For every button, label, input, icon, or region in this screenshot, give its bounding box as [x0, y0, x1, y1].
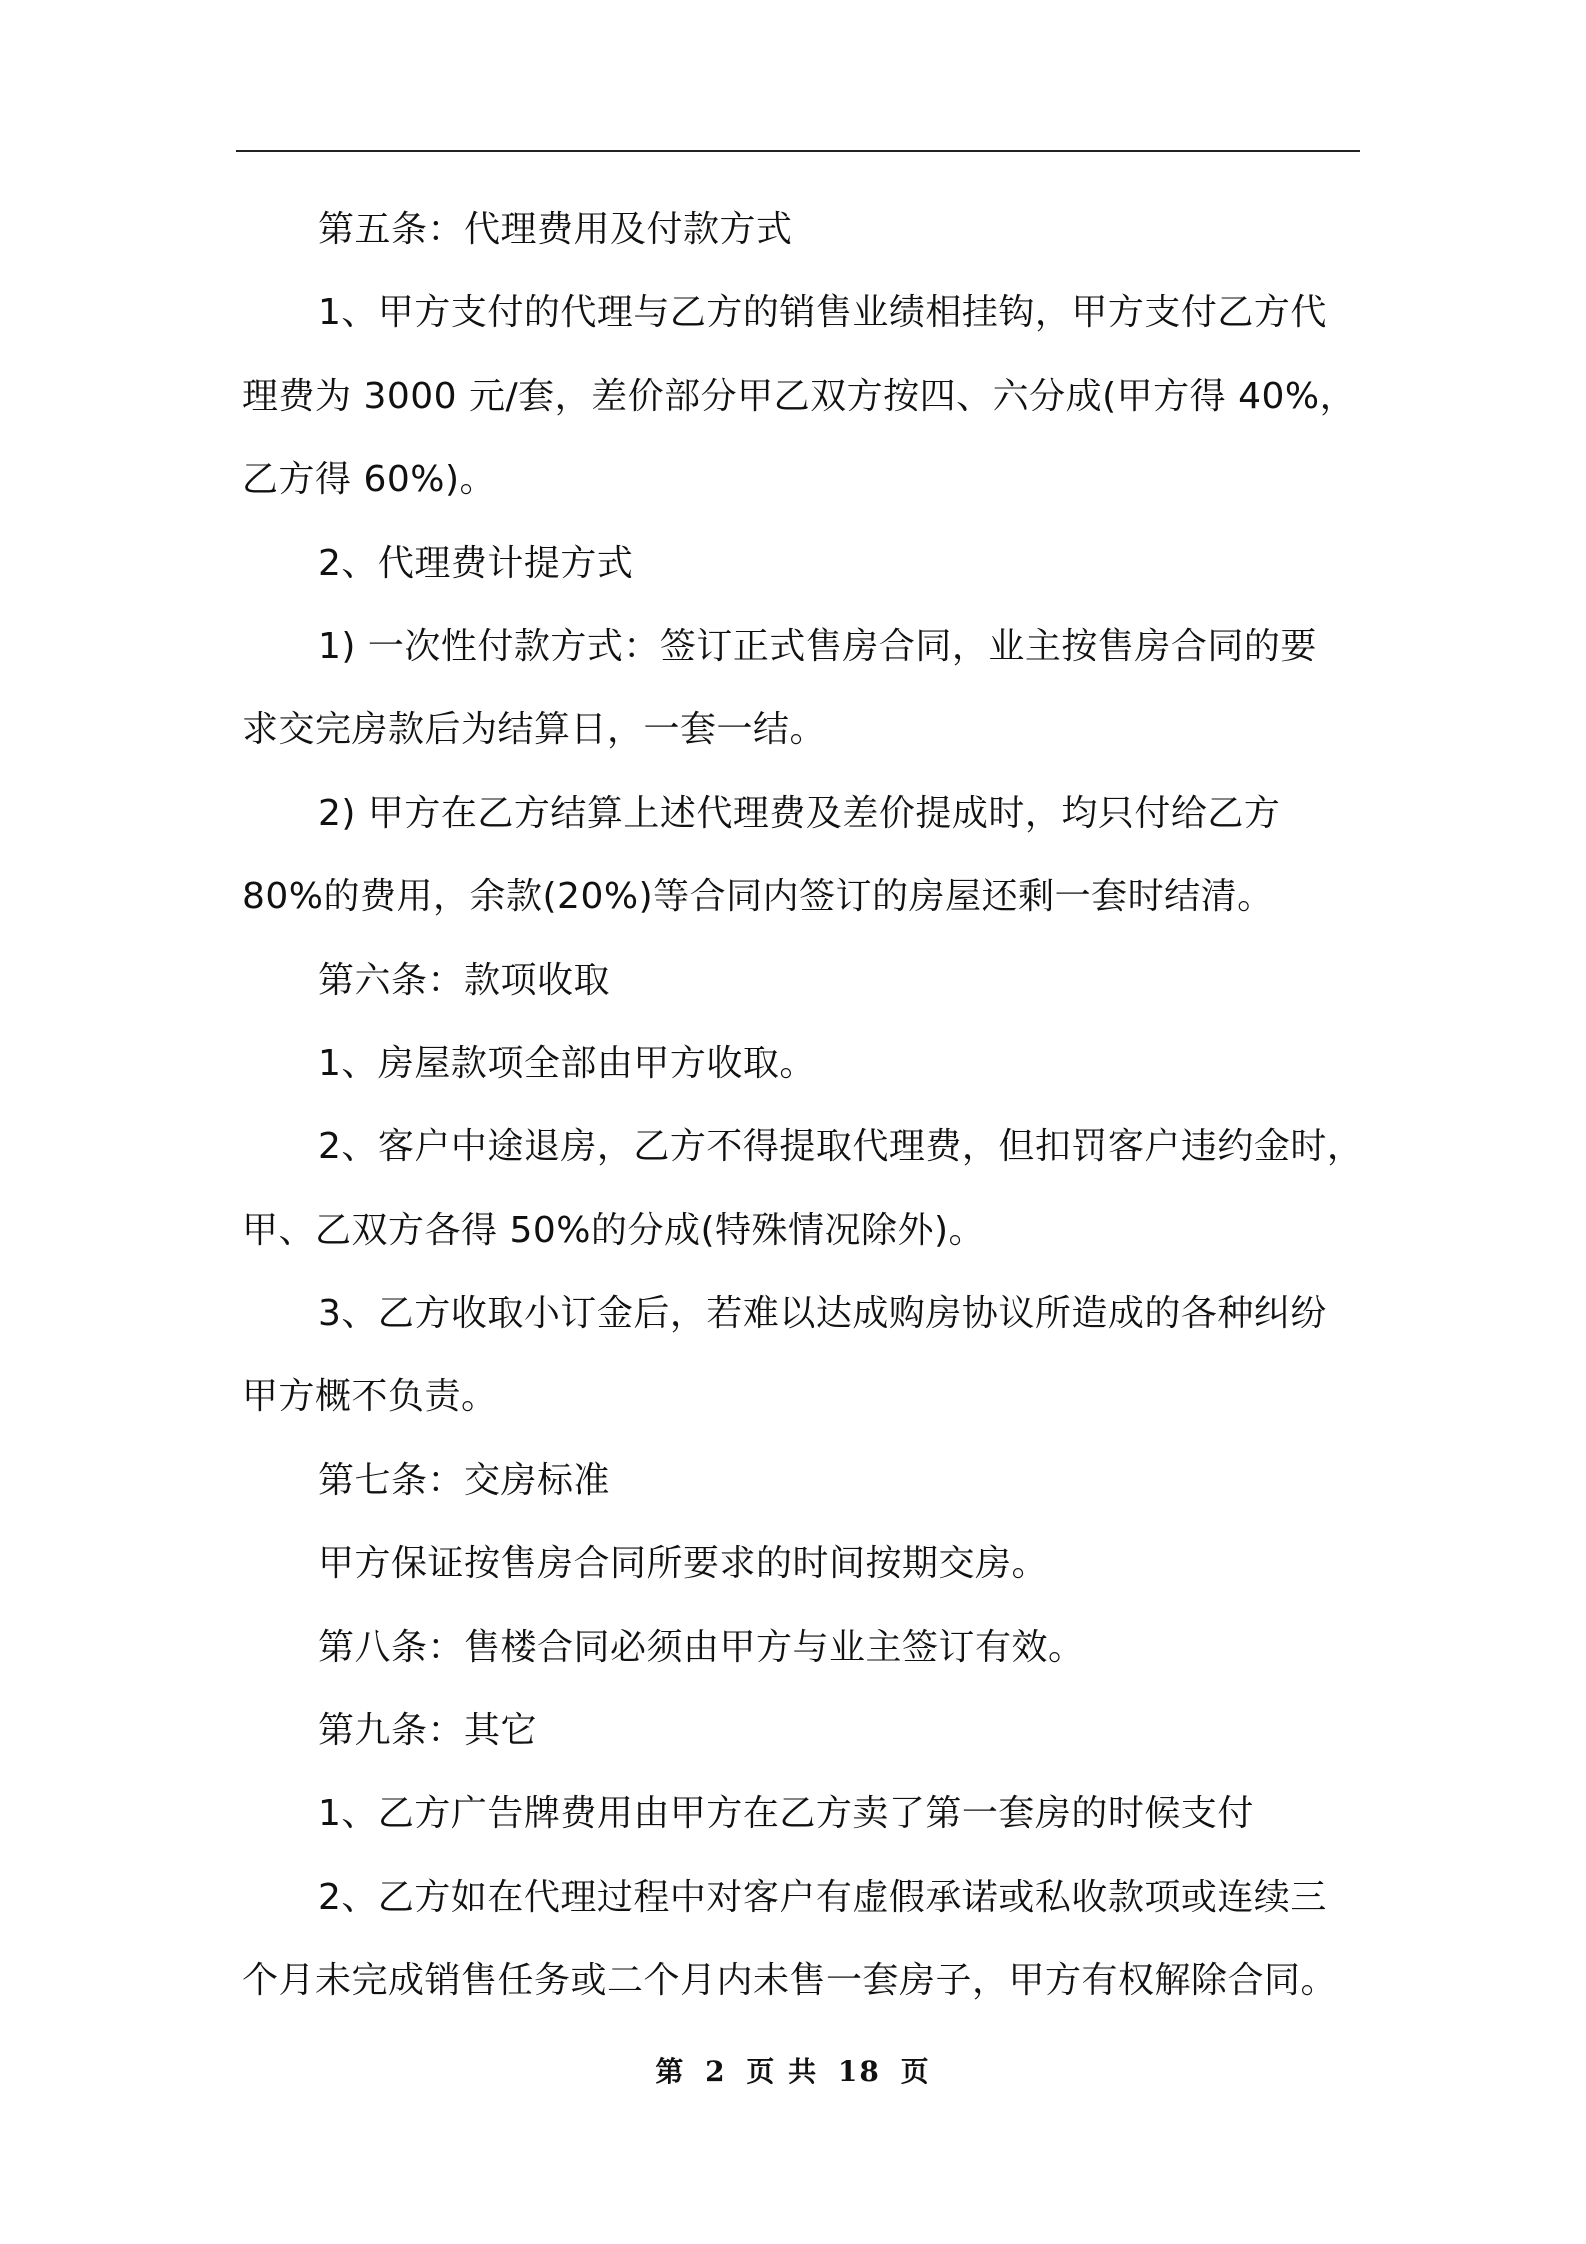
text-line: 2、客户中途退房，乙方不得提取代理费，但扣罚客户违约金时， [318, 1126, 1364, 1168]
text-line: 第五条：代理费用及付款方式 [318, 209, 793, 250]
text-line: 第六条：款项收取 [318, 959, 611, 1001]
text-line: 第七条：交房标准 [318, 1459, 611, 1501]
text-line: 甲方概不负责。 [242, 1376, 498, 1418]
text-line: 1、房屋款项全部由甲方收取。 [318, 1042, 816, 1084]
text-line: 第九条：其它 [318, 1710, 538, 1752]
footer-total-pages: 18 [837, 2055, 881, 2088]
text-line: 甲方保证按售房合同所要求的时间按期交房。 [318, 1543, 1049, 1585]
text-line: 第八条：售楼合同必须由甲方与业主签订有效。 [318, 1626, 1085, 1668]
text-line: 个月未完成销售任务或二个月内未售一套房子，甲方有权解除合同。 [242, 1960, 1338, 2002]
footer-mid: 页 共 [746, 2055, 819, 2088]
text-line: 甲、乙双方各得 50%的分成(特殊情况除外)。 [242, 1209, 986, 1251]
page-footer [0, 2050, 1586, 2090]
text-line: 2、代理费计提方式 [318, 542, 634, 584]
footer-prefix: 第 [655, 2055, 686, 2088]
text-line: 1) 一次性付款方式：签订正式售房合同，业主按售房合同的要 [318, 625, 1317, 667]
text-line: 1、甲方支付的代理与乙方的销售业绩相挂钩，甲方支付乙方代 [318, 292, 1327, 334]
text-line: 80%的费用，余款(20%)等合同内签订的房屋还剩一套时结清。 [242, 876, 1274, 918]
text-line: 3、乙方收取小订金后，若难以达成购房协议所造成的各种纠纷 [318, 1293, 1327, 1335]
header-divider [236, 150, 1360, 152]
text-line: 求交完房款后为结算日，一套一结。 [242, 709, 827, 751]
text-line: 2、乙方如在代理过程中对客户有虚假承诺或私收款项或连续三 [318, 1876, 1327, 1918]
text-line: 2) 甲方在乙方结算上述代理费及差价提成时，均只付给乙方 [318, 792, 1281, 834]
footer-suffix: 页 [900, 2055, 931, 2088]
text-line: 1、乙方广告牌费用由甲方在乙方卖了第一套房的时候支付 [318, 1793, 1254, 1835]
text-line: 理费为 3000 元/套，差价部分甲乙双方按四、六分成(甲方得 40%， [242, 375, 1357, 417]
footer-current-page: 2 [705, 2055, 727, 2088]
document-body [242, 188, 1362, 2023]
text-line: 乙方得 60%)。 [242, 459, 497, 501]
